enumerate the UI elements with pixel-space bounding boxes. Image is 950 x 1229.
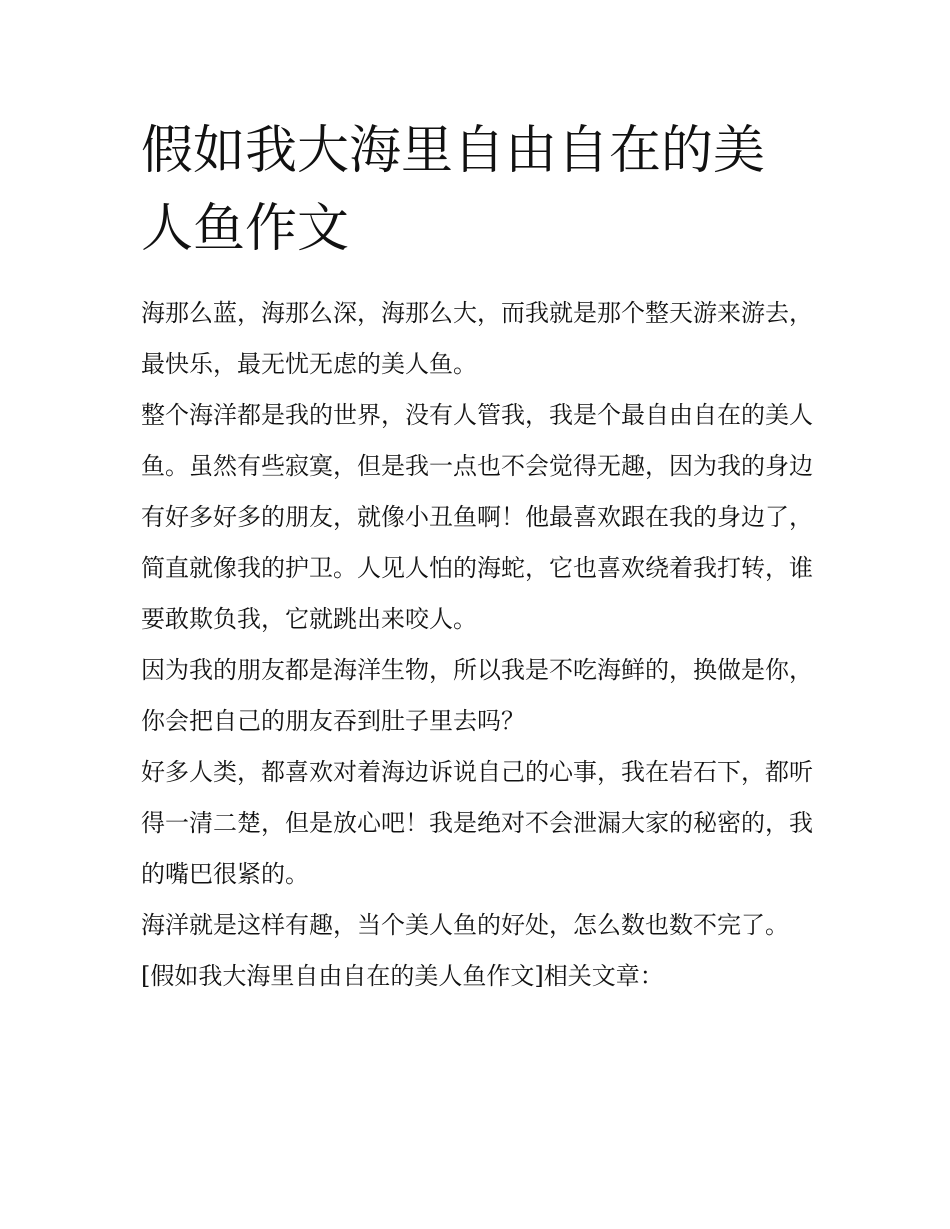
paragraph: 海洋就是这样有趣，当个美人鱼的好处，怎么数也数不完了。 xyxy=(141,911,789,939)
related-articles-heading: [假如我大海里自由自在的美人鱼作文]相关文章： xyxy=(141,962,664,990)
document-body xyxy=(141,112,813,1002)
paragraph: 因为我的朋友都是海洋生物，所以我是不吃海鲜的，换做是你，你会把自己的朋友吞到肚子里去吗？ xyxy=(141,656,813,735)
paragraph: 整个海洋都是我的世界，没有人管我，我是个最自由自在的美人鱼。虽然有些寂寞，但是我一点也不会觉得无趣，因为我的身边有好多好多的朋友，就像小丑鱼啊！他最喜欢跟在我的身边了，简直就像我的护卫。人见人怕的海蛇，它也喜欢绕着我打转，谁要敢欺负我，它就跳出来咬人。 xyxy=(141,401,813,633)
paragraph: 好多人类，都喜欢对着海边诉说自己的心事，我在岩石下，都听得一清二楚，但是放心吧！我是绝对不会泄漏大家的秘密的，我的嘴巴很紧的。 xyxy=(141,758,813,888)
paragraph: 海那么蓝，海那么深，海那么大，而我就是那个整天游来游去，最快乐，最无忧无虑的美人鱼。 xyxy=(141,299,813,378)
document-title: 假如我大海里自由自在的美人鱼作文 xyxy=(141,121,766,259)
